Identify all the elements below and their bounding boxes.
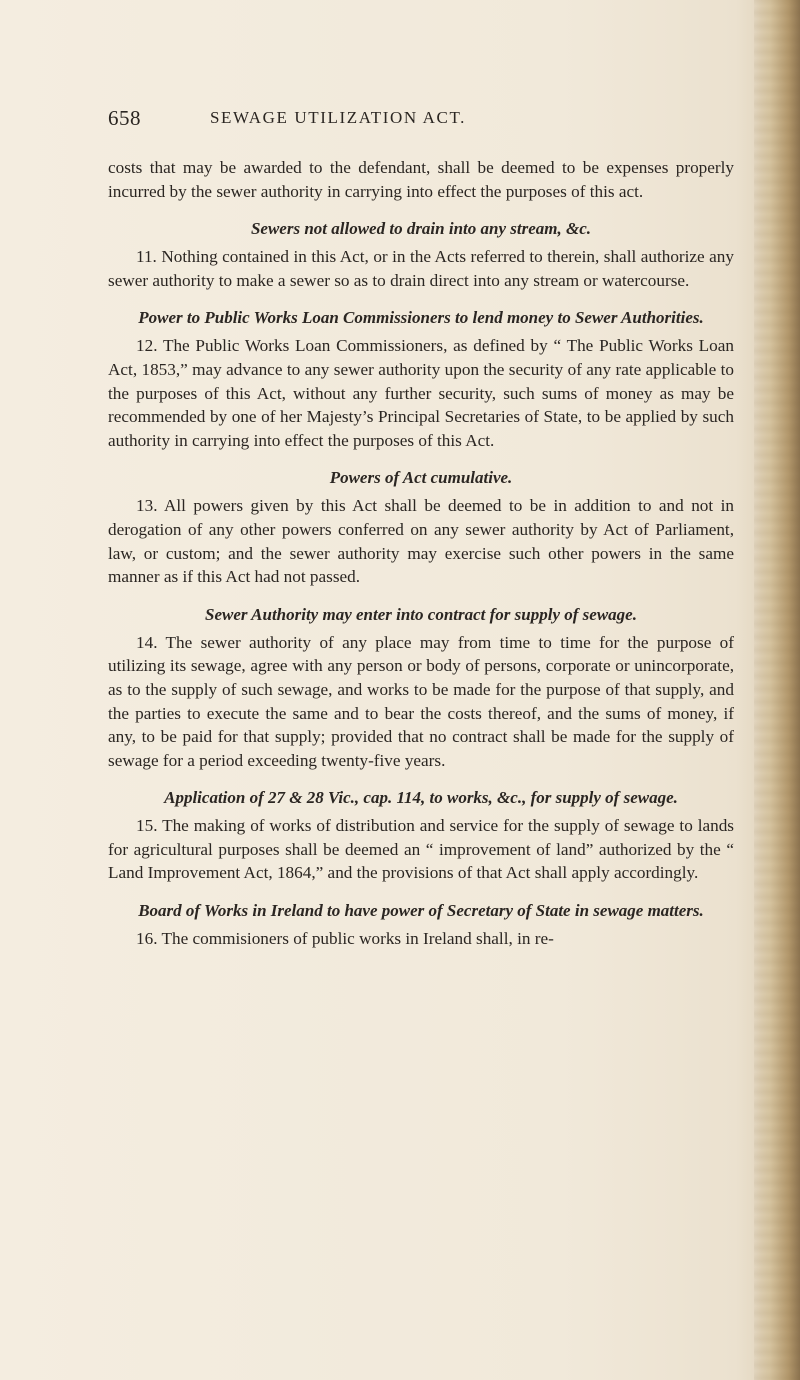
section-13	[108, 466, 734, 588]
section-text: 12. The Public Works Loan Commissioners, as defined by “ The Public Works Loan Act, 1853,” may advance to any sewer authority upon the security of any rate applicable to the purposes of this Act, without any further security, such sums of money as may be recommended by one of her Majesty’s Principal Secretaries of State, to be applied by such authority in carrying into effect the purposes of this Act.	[108, 336, 734, 450]
section-14	[108, 603, 734, 773]
section-text: 16. The commisioners of public works in Ireland shall, in re-	[136, 929, 554, 949]
section-heading: Sewers not allowed to drain into any stream, &c.	[250, 219, 592, 239]
section-heading: Power to Public Works Loan Commissioners to lend money to Sewer Authorities.	[138, 308, 704, 328]
section-15	[108, 786, 734, 885]
running-title: SEWAGE UTILIZATION ACT.	[210, 108, 467, 127]
section-16	[108, 899, 734, 951]
section-12	[108, 306, 734, 452]
section-heading: Board of Works in Ireland to have power of Secretary of State in sewage matters.	[138, 901, 704, 921]
section-heading: Powers of Act cumulative.	[329, 468, 513, 488]
opening-paragraph: costs that may be awarded to the defendant, shall be deemed to be expenses properly incurred by the sewer authority in carrying into effect the purposes of this act.	[108, 158, 734, 201]
page-header	[108, 106, 734, 138]
section-text: 11. Nothing contained in this Act, or in the Acts referred to therein, shall authorize any sewer authority to make a sewer so as to drain direct into any stream or watercourse.	[108, 247, 734, 290]
section-heading: Sewer Authority may enter into contract for supply of sewage.	[205, 604, 637, 624]
page-number: 658	[108, 106, 141, 130]
section-11	[108, 217, 734, 292]
section-text: 15. The making of works of distribution and service for the supply of sewage to lands for agricultural purposes shall be deemed an “ improvement of land” authorized by the “ Land Improvement Act, 1864,” and the provisions of that Act shall apply accordingly.	[108, 816, 734, 883]
page-body	[108, 156, 734, 951]
section-text: 14. The sewer authority of any place may from time to time for the purpose of utilizing its sewage, agree with any person or body of persons, corporate or unincorporate, as to the supply of such sewage, and works to be made for the purpose of that supply, and the parties to execute the same and to bear the costs thereof, and the sums of money, if any, to be paid for that supply; provided that no contract shall be made for the supply of sewage for a period exceeding twenty-five years.	[108, 632, 734, 770]
section-text: 13. All powers given by this Act shall be deemed to be in addition to and not in derogation of any other powers conferred on any sewer authority by Act of Parliament, law, or custom; and the sewer authority may exercise such other powers in the same manner as if this Act had not passed.	[108, 496, 734, 587]
section-heading: Application of 27 & 28 Vic., cap. 114, to works, &c., for supply of sewage.	[164, 788, 678, 808]
page-gutter-edge	[754, 0, 800, 1380]
